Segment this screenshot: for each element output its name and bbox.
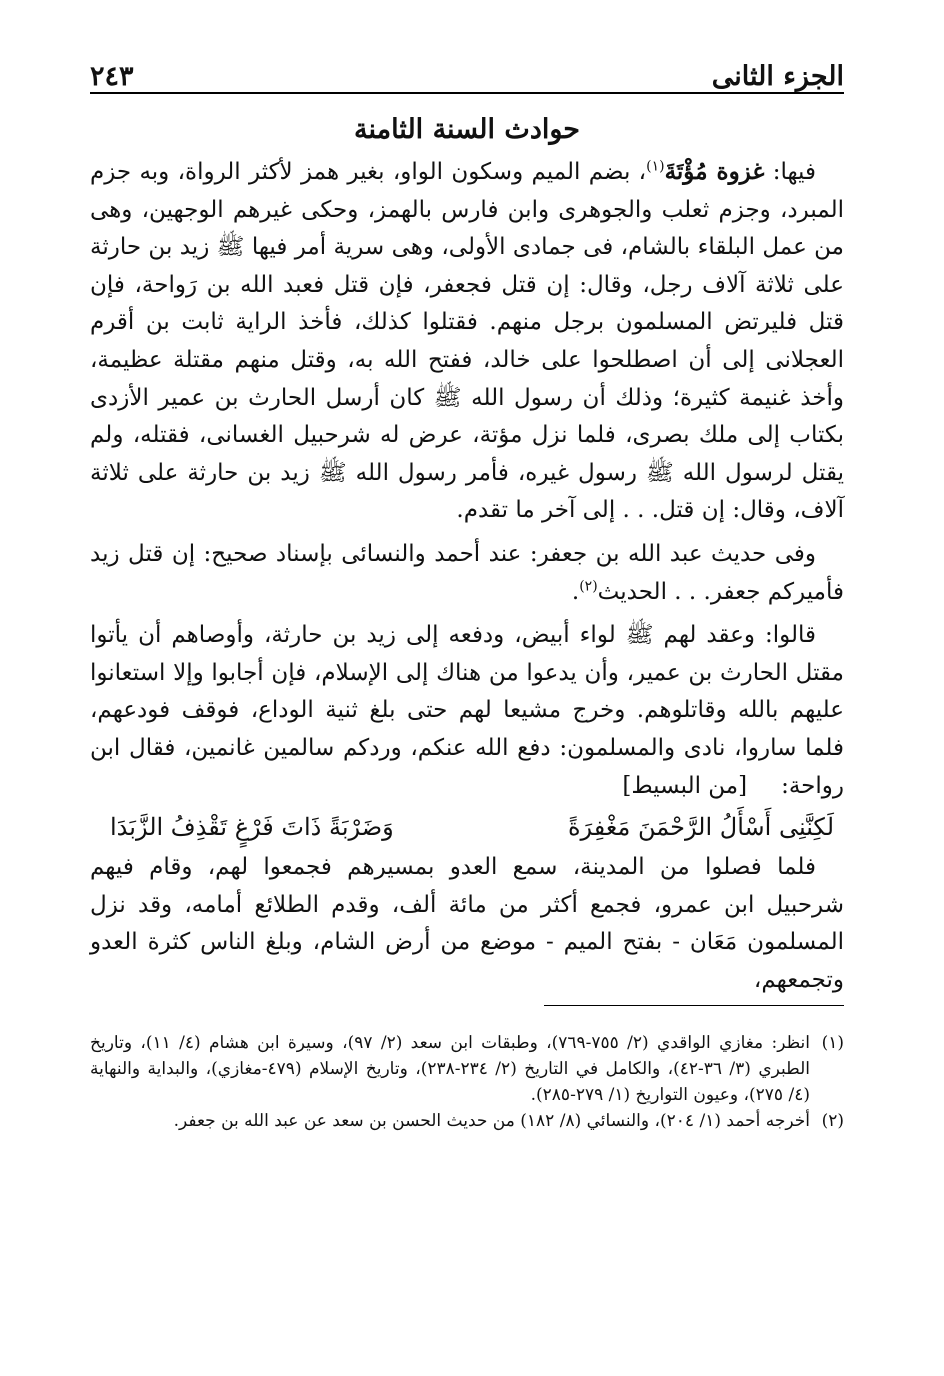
running-title: الجزء الثانى	[711, 61, 844, 92]
page-number: ٢٤٣	[90, 61, 134, 92]
paragraph-3-text: قالوا: وعقد لهم ﷺ لواء أبيض، ودفعه إلى زيد بن حارثة، وأوصاهم أن يأتوا مقتل الحارث بن عمير، وأن يدعوا من هناك إلى الإسلام، فإن أجابوا وإلا استعانوا عليهم بالله وقاتلوهم. وخرج مشيعا لهم حتى بلغ ثنية الوداع، فوقف فودعهم، فلما ساروا، نادى والمسلمون: دفع الله عنكم، وردكم سالمين غانمين، فقال ابن رواحة:	[90, 622, 844, 799]
main-text	[90, 153, 844, 999]
ghazwa-title: غزوة مُؤْتَةَ	[664, 158, 765, 185]
footnote-number: (٢)	[821, 1111, 844, 1132]
paragraph-2-text: وفى حديث عبد الله بن جعفر: عند أحمد والنسائى بإسناد صحيح: إن قتل زيد فأميركم جعفر. . . الحديث	[90, 540, 844, 605]
poem-verse	[90, 805, 844, 849]
page-header	[90, 40, 844, 94]
footnote-text: أخرجه أحمد (١/ ٢٠٤)، والنسائي (٨/ ١٨٢) من حديث الحسن بن سعد عن عبد الله بن جعفر.	[173, 1111, 810, 1132]
book-page	[90, 40, 844, 1134]
footnote-1	[90, 1030, 844, 1108]
section-title: حوادث السنة الثامنة	[353, 114, 580, 145]
footnotes	[90, 1030, 844, 1134]
paragraph-1	[90, 153, 844, 530]
paragraph-3	[90, 617, 844, 805]
paragraph-2-tail: .	[571, 578, 580, 605]
verse-hemistich-1: لَكِنَّنِى أَسْأَلُ الرَّحْمَنَ مَغْفِرَةً	[567, 813, 834, 842]
footnote-separator	[544, 1005, 844, 1006]
paragraph-1-text: ، بضم الميم وسكون الواو، بغير همز لأكثر الرواة، وبه جزم المبرد، وجزم ثعلب والجوهرى وابن فارس بالهمز، وحكى غيرهم الوجهين، وهى من عمل البلقاء بالشام، فى جمادى الأولى، وهى سرية أمر فيها ﷺ زيد بن حارثة على ثلاثة آلاف رجل، وقال: إن قتل فجعفر، فإن قتل فعبد الله بن رَواحة، فإن قتل فليرتض المسلمون برجل منهم. فقتلوا كذلك، فأخذ الراية ثابت بن أقرم العجلانى إلى أن اصطلحوا على خالد، ففتح الله به، وقتل منهم مقتلة عظيمة، وأخذ غنيمة كثيرة؛ وذلك أن رسول الله ﷺ كان أرسل الحارث بن عمير الأزدى بكتاب إلى ملك بصرى، فلما نزل مؤتة، عرض له شرحبيل الغسانى، فقتله، ولم يقتل لرسول الله ﷺ رسول غيره، فأمر رسول الله ﷺ زيد بن حارثة على ثلاثة آلاف، وقال: إن قتل. . . إلى آخر ما تقدم.	[90, 159, 844, 524]
paragraph-4: فلما فصلوا من المدينة، سمع العدو بمسيرهم فجمعوا لهم، وقام فيهم شرحبيل ابن عمرو، فجمع أكثر من مائة ألف، وقدم الطلائع أمامه، وقد نزل المسلمون مَعَان - بفتح الميم - موضع من أرض الشام، وبلغ الناس كثرة العدو وتجمعهم،	[90, 854, 844, 993]
paragraph-2	[90, 536, 844, 611]
footnote-ref-2[interactable]: (٢)	[579, 577, 598, 594]
verse-hemistich-2: وَضَرْبَةً ذَاتَ فَرْغٍ تَقْذِفُ الزَّبَدَا	[110, 813, 394, 842]
footnote-2	[90, 1108, 844, 1134]
footnote-ref-1[interactable]: (١)	[646, 158, 665, 175]
footnote-text: انظر: مغازي الواقدي (٢/ ٧٥٥-٧٦٩)، وطبقات ابن سعد (٢/ ٩٧)، وسيرة ابن هشام (٤/ ١١)، وتاريخ الطبري (٣/ ٣٦-٤٢)، والكامل في التاريخ (٢/ ٢٣٤-٢٣٨)، وتاريخ الإسلام (٤٧٩-مغازي)، والبداية والنهاية (٤/ ٢٧٥)، وعيون التواريخ (١/ ٢٧٩-٢٨٥).	[90, 1033, 810, 1106]
paragraph-1-lead: فيها:	[764, 159, 816, 185]
footnote-number: (١)	[821, 1033, 844, 1054]
poetic-meter: [من البسيط]	[622, 772, 748, 799]
